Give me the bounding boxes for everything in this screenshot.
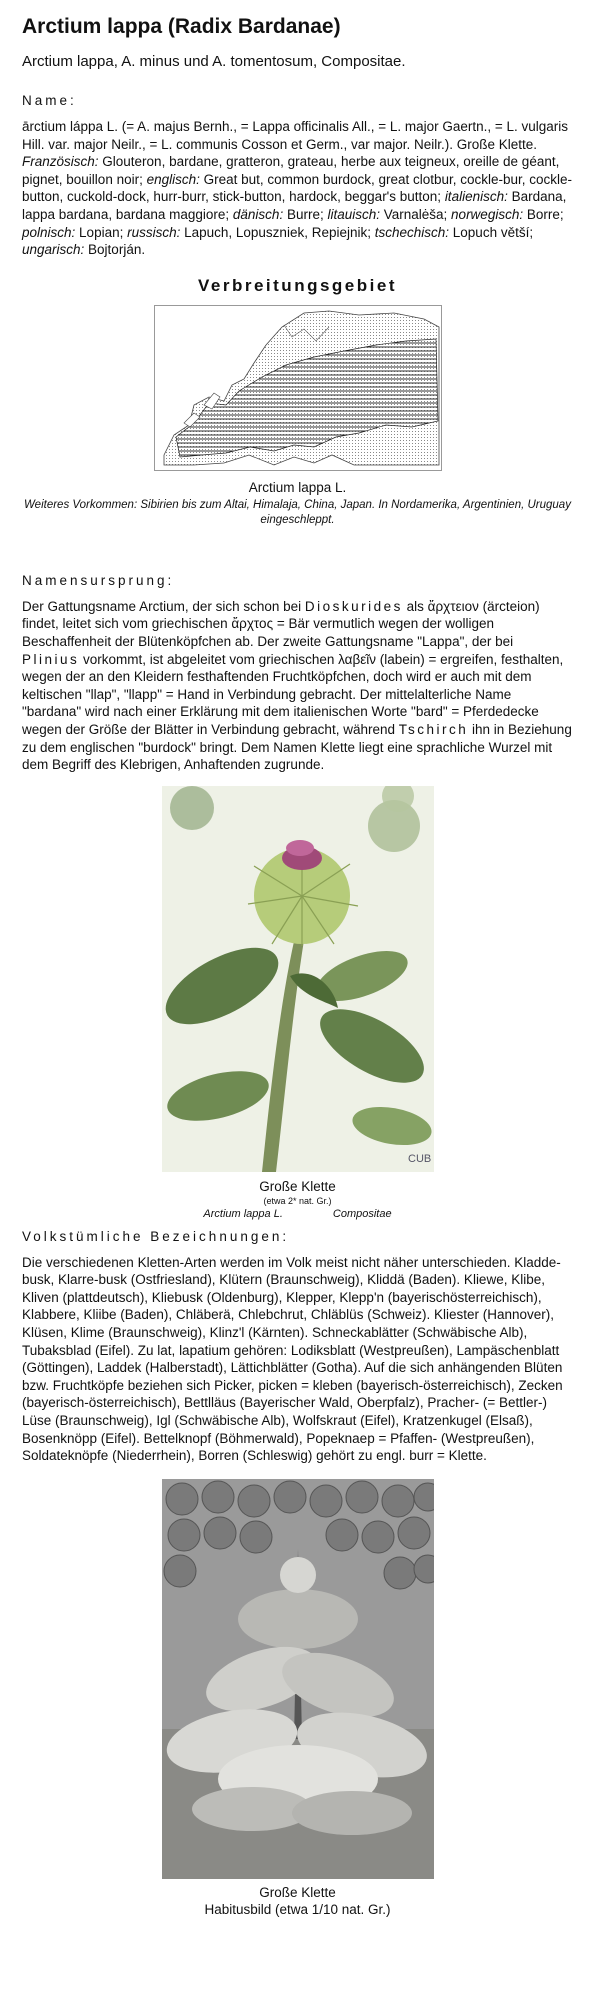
page-title: Arctium lappa (Radix Bardanae) (22, 15, 341, 38)
map-caption: Arctium lappa L. (248, 479, 347, 495)
illustration-caption: Große Klette (259, 1178, 336, 1194)
name-text: ārctium láppa L. (= A. majus Bernh., = Lappa officinalis All., = L. major Gaertn., = L. vulgaris Hill. var. major Neilr., = L. communis Cosson et Germ., var major. Neilr.). Große Klette. Französisch: Glouteron, bardane, gratteron, grateau, herbe aux teigneux, oreille de géant, pignet, bouillon noir; englisch: Great but, common burdock, great clotbur, cockle-bur, cockle-button, cuckold-dock, hurr-burr, stick-button, hardock, beggar's button; italienisch: Bardana, lappa bardana, bardana maggiore; dänisch: Burre; litauisch: Varnalėša; norwegisch: Borre; polnisch: Lopian; russisch: Lapuch, Lopuszniek, Repiejnik; tschechisch: Lopuch větší; ungarisch: Bojtorján. (22, 119, 573, 258)
distribution-heading: Verbreitungsgebiet (198, 275, 397, 295)
origin-text: Der Gattungsname Arctium, der sich schon bei Dioskurides als ἄρχτειον (ärcteion) findet, leitet sich vom griechischen ἄρχτος = Bär vermutlich wegen der wolligen Beschaffenheit der Blütenköpfchen ab. Der zweite Gattungsname "Lappa", der bei Plinius vorkommt, ist abgeleitet vom griechischen λαβεῖν (labein) = ergreifen, festhalten, wegen der an den Kleidern festhaftenden Fruchtköpfchen, doch wird er auch mit dem keltischen "llap", "llapp" = Hand in Verbindung gebracht. Der mittelalterliche Name "bardana" wird nach einer Erklärung mit dem italienischen Worte "bard" = Pferdedecke wegen der Größe der Blätter in Verbindung gebracht, während Tschirch ihn in Beziehung zu dem englischen "burdock" bringt. Dem Namen Klette liegt eine sprachliche Wurzel mit dem Begriff des Klebrigen, Anhaftenden zugrunde. (22, 598, 572, 773)
origin-heading: Namensursprung: (22, 572, 175, 588)
distribution-note: Weiteres Vorkommen: Sibirien bis zum Altai, Himalaja, China, Japan. In Nordamerika, Argentinien, Uruguay eingeschleppt. (24, 498, 571, 526)
illustration-scale: (etwa 2* nat. Gr.) (263, 1195, 332, 1206)
habitus-photo (162, 1479, 434, 1879)
folk-names-heading: Volkstümliche Bezeichnungen: (22, 1228, 290, 1244)
subtitle: Arctium lappa, A. minus und A. tomentosum, Compositae. (22, 53, 406, 70)
photo-caption: Große Klette (259, 1884, 336, 1900)
name-heading: Name: (22, 93, 77, 108)
distribution-map (154, 305, 442, 471)
folk-names-text: Die verschiedenen Kletten-Arten werden im Volk meist nicht näher unterschieden. Kladde-busk, Klarre-busk (Ostfriesland), Klütern (Braunschweig), Kliddä (Baden). Kliewe, Klibe, Kliven (plattdeutsch), Kliebusk (Oldenburg), Klepper, Klepp'n (bayerischösterreichisch), Klabbere, Kliibe (Baden), Chläberä, Chlebchrut, Chläblüs (Schweiz). Kliester (Hannover), Klüsen, Klime (Braunschweig), Klinz'l (Kärnten). Schneckablätter (Schwäbische Alb), Tubaksblad (Eifel). Zu lat, lapatium gehören: Lodiksblatt (Westpreußen), Lampäschenblatt (Göttingen), Laddek (Halberstadt), Lättichblätter (Gotha). Auf die sich anhängenden Blüten bzw. Fruchtköpfe beziehen sich Picker, picken = kleben (bayerisch-österreichisch), Zecken (bayerisch-österreichisch), Bettlläus (Bayerischer Wald, Oberpfalz), Pracher- (= Bettler-) Lüse (Braunschweig), Igl (Schwäbische Alb), Wolfskraut (Eifel), Kratzenkugel (Elsaß), Bosenknöpp (Eifel). Bettelknopf (Böhmerwald), Popeknaep = Pfaffen- (Westpreußen), Soldateknöpfe (Niederrhein), Borren (Schleswig) gehört zu engl. burr = Klette. (22, 1254, 563, 1464)
illustration-signature: CUB (407, 1152, 431, 1165)
botanical-illustration (162, 786, 434, 1172)
illustration-labels: Arctium lappa L. Compositae (203, 1207, 392, 1220)
photo-subcaption: Habitusbild (etwa 1/10 nat. Gr.) (204, 1901, 391, 1917)
